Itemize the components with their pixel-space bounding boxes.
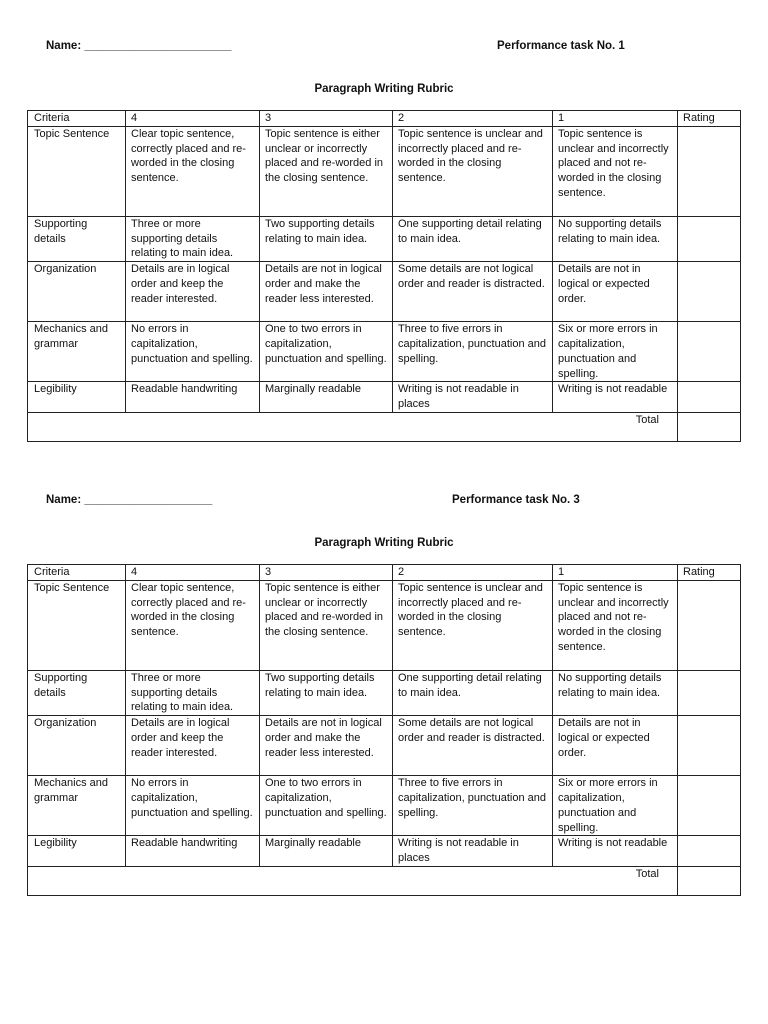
header-score-3: 3 xyxy=(260,565,393,581)
score-4-cell: Details are in logical order and keep the reader interested. xyxy=(126,262,260,322)
score-1-cell: Writing is not readable xyxy=(553,836,678,867)
score-3-cell: Two supporting details relating to main idea. xyxy=(260,216,393,261)
score-3-cell: One to two errors in capitalization, punctuation and spelling. xyxy=(260,776,393,836)
total-row xyxy=(28,866,741,895)
score-1-cell: Writing is not readable xyxy=(553,382,678,413)
score-1-cell: Details are not in logical or expected order. xyxy=(553,262,678,322)
criteria-cell: Legibility xyxy=(28,382,126,413)
rubric-table xyxy=(27,110,741,442)
total-label: Total xyxy=(28,412,678,441)
header-score-2: 2 xyxy=(393,111,553,127)
header-rating: Rating xyxy=(678,111,741,127)
header-score-1: 1 xyxy=(553,111,678,127)
score-4-cell: Readable handwriting xyxy=(126,382,260,413)
score-2-cell: One supporting detail relating to main idea. xyxy=(393,216,553,261)
rating-cell[interactable] xyxy=(678,262,741,322)
score-1-cell: No supporting details relating to main idea. xyxy=(553,216,678,261)
table-header-row xyxy=(28,565,741,581)
score-4-cell: Details are in logical order and keep the reader interested. xyxy=(126,716,260,776)
score-2-cell: Writing is not readable in places xyxy=(393,836,553,867)
rubric-table xyxy=(27,564,741,896)
score-3-cell: Two supporting details relating to main idea. xyxy=(260,670,393,715)
rating-cell[interactable] xyxy=(678,670,741,715)
header-rating: Rating xyxy=(678,565,741,581)
score-2-cell: Topic sentence is unclear and incorrectly placed and re-worded in the closing sentence. xyxy=(393,580,553,670)
task-number-label: Performance task No. 1 xyxy=(497,40,625,52)
score-3-cell: Details are not in logical order and make the reader less interested. xyxy=(260,262,393,322)
criteria-cell: Organization xyxy=(28,262,126,322)
score-2-cell: One supporting detail relating to main idea. xyxy=(393,670,553,715)
score-2-cell: Some details are not logical order and reader is distracted. xyxy=(393,716,553,776)
score-2-cell: Three to five errors in capitalization, punctuation and spelling. xyxy=(393,322,553,382)
rating-cell[interactable] xyxy=(678,716,741,776)
table-row xyxy=(28,216,741,261)
criteria-cell: Topic Sentence xyxy=(28,580,126,670)
score-2-cell: Topic sentence is unclear and incorrectly placed and re-worded in the closing sentence. xyxy=(393,126,553,216)
score-3-cell: Topic sentence is either unclear or incorrectly placed and re-worded in the closing sentence. xyxy=(260,580,393,670)
score-4-cell: Readable handwriting xyxy=(126,836,260,867)
score-3-cell: Topic sentence is either unclear or incorrectly placed and re-worded in the closing sentence. xyxy=(260,126,393,216)
header-criteria: Criteria xyxy=(28,111,126,127)
score-3-cell: Marginally readable xyxy=(260,382,393,413)
score-4-cell: Clear topic sentence, correctly placed and re-worded in the closing sentence. xyxy=(126,580,260,670)
table-row xyxy=(28,382,741,413)
score-2-cell: Writing is not readable in places xyxy=(393,382,553,413)
name-line: Name: _______________________ xyxy=(46,40,232,52)
score-4-cell: No errors in capitalization, punctuation and spelling. xyxy=(126,322,260,382)
rating-cell[interactable] xyxy=(678,322,741,382)
score-3-cell: One to two errors in capitalization, punctuation and spelling. xyxy=(260,322,393,382)
table-row xyxy=(28,322,741,382)
header-score-4: 4 xyxy=(126,111,260,127)
table-row xyxy=(28,836,741,867)
total-rating-cell[interactable] xyxy=(678,412,741,441)
criteria-cell: Mechanics and grammar xyxy=(28,776,126,836)
table-row xyxy=(28,716,741,776)
rating-cell[interactable] xyxy=(678,836,741,867)
criteria-cell: Topic Sentence xyxy=(28,126,126,216)
total-label: Total xyxy=(28,866,678,895)
rating-cell[interactable] xyxy=(678,580,741,670)
table-row xyxy=(28,126,741,216)
score-2-cell: Some details are not logical order and reader is distracted. xyxy=(393,262,553,322)
table-row xyxy=(28,262,741,322)
table-header-row xyxy=(28,111,741,127)
rubric-title: Paragraph Writing Rubric xyxy=(314,83,454,95)
criteria-cell: Mechanics and grammar xyxy=(28,322,126,382)
header-criteria: Criteria xyxy=(28,565,126,581)
score-1-cell: Details are not in logical or expected order. xyxy=(553,716,678,776)
score-4-cell: Three or more supporting details relating to main idea. xyxy=(126,216,260,261)
header-score-4: 4 xyxy=(126,565,260,581)
score-4-cell: No errors in capitalization, punctuation and spelling. xyxy=(126,776,260,836)
score-3-cell: Marginally readable xyxy=(260,836,393,867)
table-row xyxy=(28,776,741,836)
rating-cell[interactable] xyxy=(678,216,741,261)
criteria-cell: Legibility xyxy=(28,836,126,867)
score-1-cell: Six or more errors in capitalization, punctuation and spelling. xyxy=(553,322,678,382)
criteria-cell: Supporting details xyxy=(28,216,126,261)
score-4-cell: Three or more supporting details relating to main idea. xyxy=(126,670,260,715)
header-score-3: 3 xyxy=(260,111,393,127)
score-3-cell: Details are not in logical order and make the reader less interested. xyxy=(260,716,393,776)
score-1-cell: No supporting details relating to main idea. xyxy=(553,670,678,715)
table-row xyxy=(28,580,741,670)
criteria-cell: Organization xyxy=(28,716,126,776)
criteria-cell: Supporting details xyxy=(28,670,126,715)
rating-cell[interactable] xyxy=(678,776,741,836)
task-number-label: Performance task No. 3 xyxy=(452,494,580,506)
score-1-cell: Six or more errors in capitalization, punctuation and spelling. xyxy=(553,776,678,836)
name-line: Name: ____________________ xyxy=(46,494,213,506)
table-row xyxy=(28,670,741,715)
score-2-cell: Three to five errors in capitalization, punctuation and spelling. xyxy=(393,776,553,836)
score-4-cell: Clear topic sentence, correctly placed and re-worded in the closing sentence. xyxy=(126,126,260,216)
total-rating-cell[interactable] xyxy=(678,866,741,895)
score-1-cell: Topic sentence is unclear and incorrectly placed and not re-worded in the closing sentence. xyxy=(553,580,678,670)
rating-cell[interactable] xyxy=(678,126,741,216)
header-score-2: 2 xyxy=(393,565,553,581)
score-1-cell: Topic sentence is unclear and incorrectly placed and not re-worded in the closing sentence. xyxy=(553,126,678,216)
total-row xyxy=(28,412,741,441)
rating-cell[interactable] xyxy=(678,382,741,413)
header-score-1: 1 xyxy=(553,565,678,581)
rubric-title: Paragraph Writing Rubric xyxy=(314,537,454,549)
